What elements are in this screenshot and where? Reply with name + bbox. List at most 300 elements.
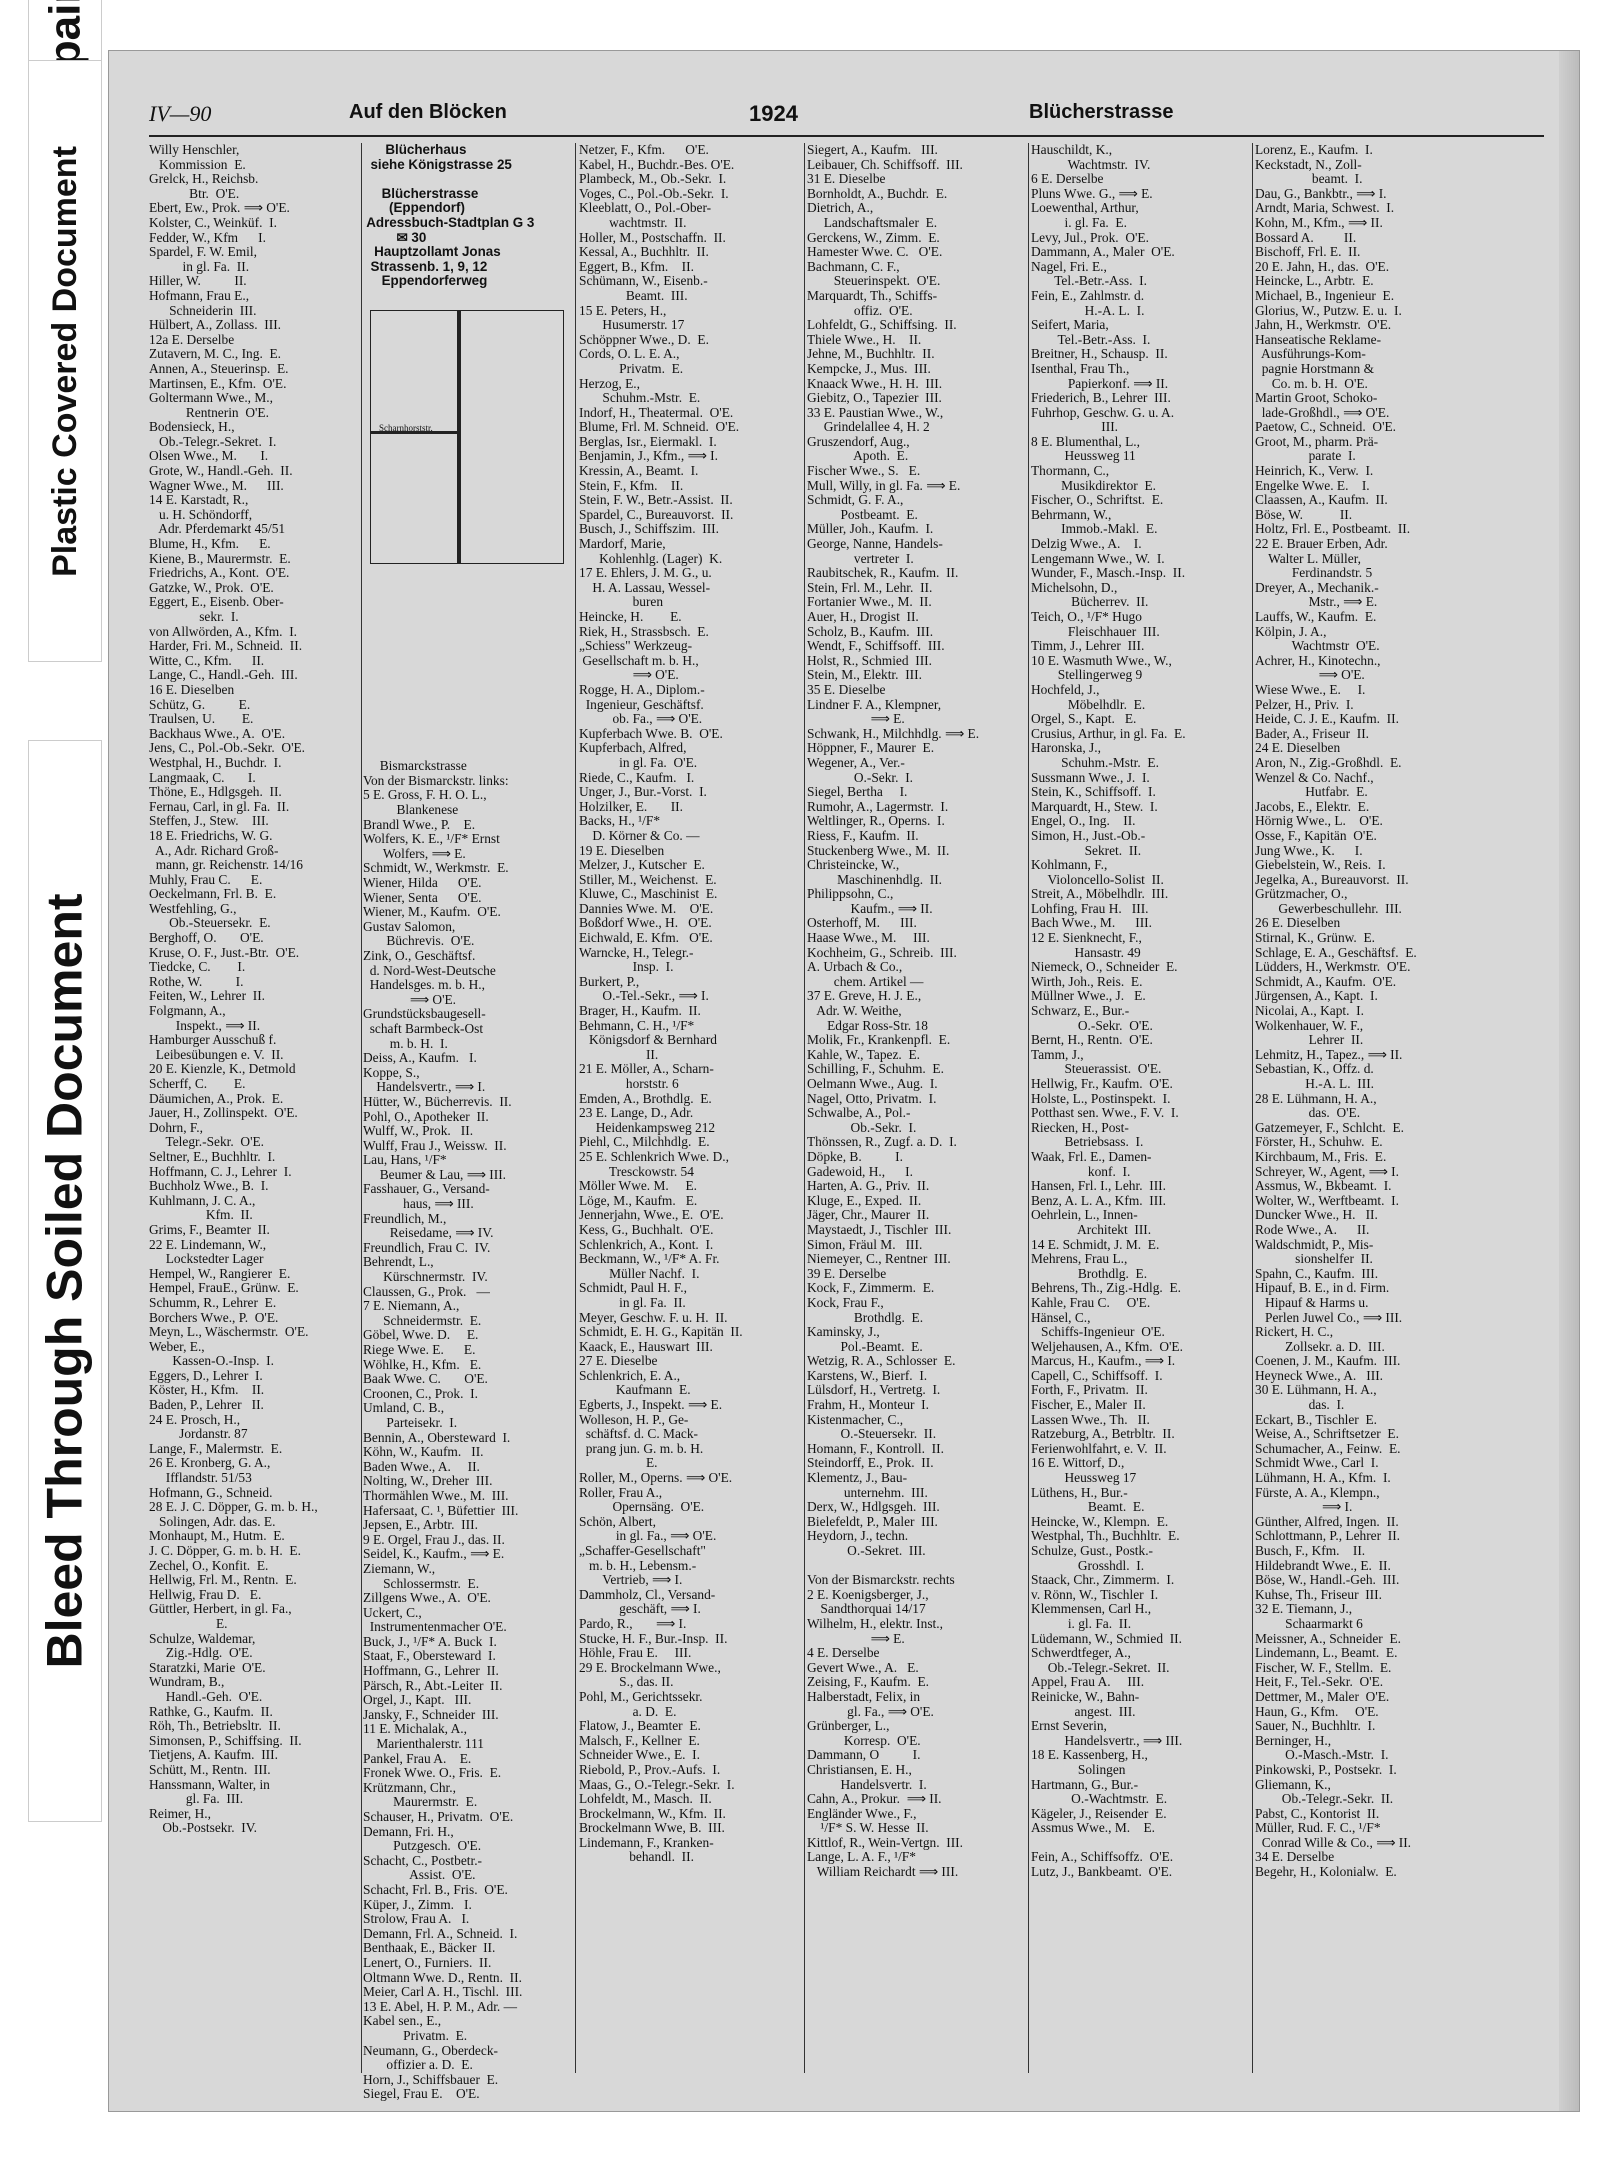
directory-line: D. Körner & Co. — [579,827,700,843]
directory-line: Zig.-Hdlg. O'E. [149,1645,253,1661]
directory-line: Heyneck Wwe., A. III. [1255,1367,1384,1383]
directory-line: Assmus Wwe., M. E. [1031,1820,1155,1836]
directory-line: Brager, H., Kaufm. II. [579,1003,701,1019]
directory-line: Dohrn, F., [149,1119,203,1135]
directory-line: 18 E. Friedrichs, W. G. [149,827,273,843]
directory-line: Schön, Albert, [579,1513,656,1529]
column-divider [1252,143,1253,2073]
directory-line: Wöhlke, H., Kfm. E. [363,1356,482,1372]
directory-line: Marienthalerstr. 111 [363,1736,484,1752]
directory-line: Bennin, A., Obersteward I. [363,1429,511,1445]
directory-line: Beckmann, W., ¹/F* A. Fr. [579,1251,720,1267]
directory-line: William Reichardt ⟹ III. [807,1864,959,1880]
directory-line: Haronska, J., [1031,740,1101,756]
directory-line: Döpke, B. I. [807,1148,903,1164]
directory-line: 22 E. Lindemann, W., [149,1236,267,1252]
directory-line: Fischer, E., Maler II. [1031,1397,1146,1413]
directory-line: Kägeler, J., Reisender E. [1031,1805,1167,1821]
directory-line: Steindorff, E., Prok. II. [807,1455,934,1471]
directory-line: Kock, Frau F., [807,1294,884,1310]
directory-line: Heide, C. J. E., Kaufm. II. [1255,711,1399,727]
directory-line: Streit, A., Möbelhdlr. III. [1031,886,1169,902]
directory-line: Bachmann, C. F., [807,258,900,274]
directory-line: Jennerjahn, Wwe., E. O'E. [579,1207,724,1223]
directory-line: 23 E. Lange, D., Adr. [579,1105,694,1121]
directory-line: Fleischhauer III. [1031,623,1160,639]
directory-line: Lassen Wwe., Th. II. [1031,1411,1150,1427]
directory-line: Achrer, H., Kinotechn., [1255,652,1381,668]
directory-line: 10 E. Wasmuth Wwe., W., [1031,652,1172,668]
directory-line: Mehrens, Frau L., [1031,1251,1128,1267]
directory-line: Conrad Wille & Co., ⟹ II. [1255,1834,1412,1850]
directory-line: Kassen-O.-Insp. I. [149,1353,274,1369]
directory-line: Schauser, H., Privatm. O'E. [363,1809,514,1824]
directory-line: ob. Fa., ⟹ O'E. [579,711,703,727]
directory-line: Kiene, B., Maurermstr. E. [149,550,291,566]
directory-line: Derx, W., Hdlgsgeh. III. [807,1499,940,1515]
directory-line: Zechel, O., Konfit. E. [149,1557,269,1573]
directory-line: d. Nord-West-Deutsche [363,962,496,978]
directory-line: Hauschildt, K., [1031,142,1113,157]
directory-line: Blume, Frl. M. Schneid. O'E. [579,419,740,435]
directory-line: Kessal, A., Buchhltr. II. [579,244,709,260]
header-rule [149,135,1544,137]
directory-line: Herzog, E., [579,375,640,391]
directory-line: Blücherhaus [363,142,467,157]
directory-line: Willy Henschler, [149,142,240,157]
column-1 [149,143,361,2073]
directory-line: 5 E. Gross, F. H. O. L., [363,787,487,803]
directory-line: 18 E. Kassenberg, H., [1031,1747,1148,1763]
directory-line: Ob.-Telegr.-Sekret. II. [1031,1659,1170,1675]
directory-line: Lüdemann, W., Schmied II. [1031,1630,1182,1646]
directory-line: Riek, H., Strassbsch. E. [579,623,709,639]
directory-line: Hellwig, Frau D. E. [149,1586,262,1602]
directory-line: Heussweg 17 [1031,1470,1137,1486]
directory-line: Rogge, H. A., Diplom.- [579,681,705,697]
directory-line: 12 E. Sienknecht, F., [1031,930,1142,946]
directory-line: O.-Tel.-Sekr., ⟹ I. [579,988,709,1004]
directory-line: Pluns Wwe. G., ⟹ E. [1031,185,1153,201]
directory-line: Wilhelm, H., elektr. Inst., [807,1615,943,1631]
directory-line: ⟹ E. [807,711,905,727]
directory-line: Holzilker, E. II. [579,798,683,814]
directory-line: a. D. E. [579,1703,677,1719]
directory-line: Ob.-Sekr. I. [807,1119,917,1135]
directory-line: Maystaedt, J., Tischler III. [807,1221,952,1237]
directory-line: Putzgesch. O'E. [363,1838,482,1854]
directory-line: Schacht, C., Postbetr.- [363,1852,483,1868]
directory-line: Hamburger Ausschuß f. [149,1032,277,1048]
directory-line: 11 E. Michalak, A., [363,1721,468,1737]
directory-line: Weise, A., Schriftsetzer E. [1255,1426,1399,1442]
directory-line: Christeincke, W., [807,857,900,873]
directory-line: Karstens, W., Bierf. I. [807,1367,928,1383]
directory-line: Jahn, H., Werkmstr. O'E. [1255,317,1392,333]
directory-line: unternehm. III. [807,1484,928,1500]
directory-line: Ingenieur, Geschäftsf. [579,696,704,712]
directory-line: Assmus, W., Bkbeamt. I. [1255,1178,1392,1194]
directory-line: Nagel, Otto, Privatm. I. [807,1090,937,1106]
directory-line: S., das. II. [579,1674,674,1690]
directory-line: 26 E. Dieselben [1255,915,1341,931]
directory-line: Günther, Alfred, Ingen. II. [1255,1513,1399,1529]
directory-line: Büchrevis. O'E. [363,933,475,949]
directory-line: Heussweg 11 [1031,448,1136,464]
directory-line: Jehne, M., Buchhltr. II. [807,346,935,362]
directory-line: Bossard A. II. [1255,229,1357,245]
directory-line: Roller, M., Operns. ⟹ O'E. [579,1470,733,1486]
directory-line: Möbelhdlr. E. [1031,696,1146,712]
directory-line: Niemeck, O., Schneider E. [1031,959,1178,975]
directory-line: Jürgensen, A., Kapt. I. [1255,988,1378,1004]
directory-line: Friederich, B., Lehrer III. [1031,390,1171,406]
directory-line: Philippsohn, C., [807,886,894,902]
directory-line: Grünberger, L., [807,1718,890,1734]
directory-line: ⟹ O'E. [363,991,457,1007]
directory-line: Plambeck, M., Ob.-Sekr. I. [579,171,727,187]
directory-line: H.-A. L. III. [1255,1076,1375,1091]
directory-line: Tresckowstr. 54 [579,1163,694,1179]
directory-line: Ferdinandstr. 5 [1255,565,1373,581]
directory-line: Jegelka, A., Bureauvorst. II. [1255,871,1409,887]
directory-line: Kabel, H., Buchdr.-Bes. O'E. [579,156,735,172]
directory-line: Lenert, O., Furniers. II. [363,1954,492,1970]
directory-line: Schneider Wwe., E. I. [579,1747,700,1763]
directory-line: Pinkowski, P., Postsekr. I. [1255,1761,1397,1777]
directory-line: Isenthal, Frau Th., [1031,360,1130,376]
directory-line: Ferienwohlfahrt, e. V. II. [1031,1440,1167,1456]
directory-line: Cords, O. L. E. A., [579,346,680,362]
directory-line: Weber, E., [149,1338,205,1354]
directory-line: Auer, H., Drogist II. [807,609,919,624]
directory-line: Marquardt, H., Stew. I. [1031,798,1158,814]
directory-line: Freundlich, M., [363,1210,447,1226]
directory-line: Dettmer, M., Maler O'E. [1255,1688,1390,1704]
directory-line: Dreyer, A., Mechanik.- [1255,579,1379,595]
directory-line: Staratzki, Marie O'E. [149,1659,266,1675]
directory-line: Osse, F., Kapitän O'E. [1255,827,1377,843]
directory-line: Buck, J., ¹/F* A. Buck I. [363,1633,497,1649]
directory-line: Schuhm.-Mstr. E. [579,390,701,406]
directory-line: Wirth, Joh., Reis. E. [1031,973,1143,989]
directory-line: Orgel, J., Kapt. III. [363,1692,472,1708]
directory-line: Brockelmann, W., Kfm. II. [579,1805,726,1821]
directory-line: Grosshdl. I. [1031,1557,1145,1573]
directory-line: Wachtmstr O'E. [1255,638,1380,654]
directory-line: 14 E. Karstadt, R., [149,492,249,508]
directory-line: J. C. Döpper, G. m. b. H. E. [149,1543,301,1558]
directory-line: 30 E. Lühmann, H. A., [1255,1382,1377,1398]
directory-line: Lange, F., Malermstr. E. [149,1440,283,1456]
directory-line: Neumann, G., Oberdeck- [363,2042,498,2058]
directory-line: Hempel, W., Rangierer E. [149,1265,291,1281]
directory-line: Privatm. E. [579,360,684,376]
directory-line: m. b. H., Lebensm.- [579,1557,697,1573]
directory-line: Behmann, C. H., ¹/F* [579,1017,695,1033]
directory-line: Fernau, Carl, in gl. Fa. II. [149,798,290,814]
directory-line: Behrens, Th., Zig.-Hdlg. E. [1031,1280,1182,1296]
right-running-title: Blücherstrasse [1029,101,1174,123]
directory-line: Bernt, H., Rentn. O'E. [1031,1032,1153,1048]
directory-line: Jauer, H., Zollinspekt. O'E. [149,1105,298,1121]
directory-line: Zeising, F., Kaufm. E. [807,1674,930,1690]
page-edge [1559,51,1579,2111]
directory-line: Uckert, C., [363,1604,422,1620]
directory-line: H. A. Lassau, Wessel- [579,579,711,595]
directory-line: in gl. Fa. II. [579,1294,686,1310]
directory-line: Ebert, Ew., Prok. ⟹ O'E. [149,200,290,216]
directory-line: 31 E. Dieselbe [807,171,886,187]
directory-line: Schiffs-Ingenieur O'E. [1031,1324,1165,1340]
directory-line: Lockstedter Lager [149,1251,264,1267]
directory-line: Seltner, E., Buchhltr. I. [149,1148,276,1164]
directory-line: Langmaak, C. I. [149,769,256,785]
directory-line: Arndt, Maria, Schwest. I. [1255,200,1395,216]
column-5 [1031,143,1249,2073]
directory-line: Ernst Severin, [1031,1718,1107,1734]
directory-line: Klementz, J., Bau- [807,1470,908,1486]
directory-line: Brockelmann Wwe, B. III. [579,1820,725,1836]
directory-line: Wolfers, K. E., ¹/F* Ernst [363,831,500,847]
directory-line: Pol.-Beamt. E. [807,1338,923,1354]
directory-line: Hänsel, C., [1031,1309,1091,1325]
directory-line: Oelmann Wwe., Aug. I. [807,1076,938,1091]
directory-line: horststr. 6 [579,1076,679,1091]
directory-line: Grützmacher, O., [1255,886,1348,902]
directory-line: Solingen, Adr. das. E. [149,1513,276,1529]
directory-line: Netzer, F., Kfm. O'E. [579,142,709,157]
directory-line: Kolster, C., Weinküf. I. [149,214,277,230]
directory-line: Hansastr. 49 [1031,944,1141,960]
directory-line: Adressbuch-Stadtplan G 3 [363,214,535,230]
directory-line: angest. III. [1031,1703,1136,1719]
directory-line: Eggert, B., Kfm. II. [579,258,694,274]
directory-line: Brothdlg. E. [1031,1265,1148,1281]
directory-line: Goltermann Wwe., M., [149,390,273,406]
directory-line: Schmidt, W., Werkmstr. E. [363,860,509,876]
directory-line: Hoffmann, C. J., Lehrer I. [149,1163,292,1179]
directory-line: Wetzig, R. A., Schlosser E. [807,1353,956,1369]
directory-line: Grelck, H., Reichsb. [149,171,259,187]
directory-line: Pabst, C., Kontorist II. [1255,1805,1380,1821]
directory-line: Schöppner Wwe., D. E. [579,331,709,347]
scan-side-labels [0,0,100,2177]
directory-line: pagnie Horstmann & [1255,360,1375,376]
directory-line: Heincke, W., Klempn. E. [1031,1513,1169,1529]
directory-line: Gruszendorf, Aug., [807,433,910,449]
directory-line: Schümann, W., Eisenb.- [579,273,708,289]
directory-line: Coenen, J. M., Kaufm. III. [1255,1353,1401,1369]
directory-line: Handl.-Geh. O'E. [149,1688,263,1704]
directory-line: Stein, M., Elektr. III. [807,667,922,683]
directory-line: Paetow, C., Schneid. O'E. [1255,419,1397,435]
directory-line: III. [1031,419,1119,435]
directory-line: Kaack, E., Hauswart III. [579,1338,713,1354]
directory-line: Breitner, H., Schausp. II. [1031,346,1168,362]
directory-line: Kaufmann E. [579,1382,691,1398]
directory-line: Immob.-Makl. E. [1031,521,1158,537]
directory-line: Fischer, O., Schriftst. E. [1031,492,1164,508]
directory-line: Lehrer II. [1255,1032,1364,1048]
directory-line: Schmidt, A., Kaufm. O'E. [1255,973,1397,989]
directory-line: Ausführungs-Kom- [1255,346,1366,362]
directory-line: Schütt, M., Rentn. III. [149,1761,271,1777]
directory-line: Lohfing, Frau H. III. [1031,900,1149,916]
directory-line: Hütter, W., Bücherrevis. II. [363,1093,512,1109]
directory-line: O.-Sekr. O'E. [1031,1017,1153,1033]
directory-line: Papierkonf. ⟹ II. [1031,375,1169,391]
directory-line: Btr. O'E. [149,185,240,201]
directory-line: Jansky, F., Schneider III. [363,1706,499,1722]
directory-line: Engelke Wwe. E. I. [1255,477,1370,493]
directory-line: Riebold, P., Prov.-Aufs. I. [579,1761,721,1777]
directory-line: Kürschnermstr. IV. [363,1269,488,1285]
directory-line: Blankenese [363,802,459,818]
directory-line: Delzig Wwe., A. I. [1031,536,1142,552]
directory-line: Ob.-Postsekr. IV. [149,1820,257,1836]
directory-line: u. H. Schöndorff, [149,506,253,522]
directory-line: Deiss, A., Kaufm. I. [363,1050,477,1066]
directory-line: ⟹ O'E. [579,667,679,683]
directory-line: Wolleson, H. P., Ge- [579,1411,689,1427]
directory-line: Däumichen, A., Prok. E. [149,1090,284,1106]
directory-line: Dietrich, A., [807,200,874,216]
directory-line: Köster, H., Kfm. II. [149,1382,265,1398]
directory-line: Fürste, A. A., Klempn., [1255,1484,1380,1500]
directory-line: Hartmann, G., Bur.- [1031,1776,1139,1792]
directory-line: Königsdorf & Bernhard [579,1032,717,1048]
directory-line: Zillgens Wwe., A. O'E. [363,1590,491,1606]
directory-line: Kock, F., Zimmerm. E. [807,1280,935,1296]
directory-line: Waak, Frl. E., Damen- [1031,1148,1152,1164]
directory-line: Schütz, G. E. [149,696,251,712]
directory-line: Jäger, Chr., Maurer II. [807,1207,930,1223]
directory-line: Pohl, O., Apotheker II. [363,1108,489,1124]
directory-line: Handelsvertr., ⟹ I. [363,1079,486,1095]
directory-line: Giebitz, O., Tapezier III. [807,390,942,406]
directory-line: das. O'E. [1255,1105,1361,1121]
directory-line: Heincke, L., Arbtr. E. [1255,273,1374,289]
directory-line: Freundlich, Frau C. IV. [363,1239,491,1255]
directory-line: Göbel, Wwe. D. E. [363,1327,479,1343]
directory-line: Telegr.-Sekr. O'E. [149,1134,265,1150]
directory-line: Jacobs, E., Elektr. E. [1255,798,1370,814]
directory-line: offizier a. D. E. [363,2057,473,2073]
column-divider [1028,143,1029,2073]
directory-line: Benjamin, J., Kfm., ⟹ I. [579,448,718,464]
directory-line: Von der Bismarckstr. rechts [807,1572,955,1588]
directory-line: Staack, Chr., Zimmerm. I. [1031,1572,1175,1588]
directory-line: Christiansen, E. H., [807,1761,912,1777]
directory-line: Kahle, W., Tapez. E. [807,1046,920,1062]
directory-line: Lehmitz, H., Tapez., ⟹ II. [1255,1046,1403,1062]
directory-line: Scholz, B., Kaufm. III. [807,623,934,639]
directory-line: Spahn, C., Kaufm. III. [1255,1265,1379,1281]
directory-line [807,1559,1025,1574]
directory-line: Röh, Th., Betriebsltr. II. [149,1718,281,1734]
directory-line: Kistenmacher, C., [807,1411,904,1427]
directory-line: 27 E. Dieselbe [579,1353,658,1369]
directory-line: Meier, Carl A. H., Tischl. III. [363,1984,523,2000]
directory-line: Kohn, M., Kfm., ⟹ II. [1255,214,1383,230]
directory-line: Rode Wwe., A. II. [1255,1221,1370,1237]
column-2 [363,142,571,2102]
directory-line: Indorf, H., Theatermal. O'E. [579,404,734,420]
directory-line: Instrumentenmacher O'E. [363,1619,507,1635]
directory-line: Duncker Wwe., H. II. [1255,1207,1378,1223]
directory-line: Hanseatische Reklame- [1255,331,1382,347]
directory-line: Steuerassist. O'E. [1031,1061,1162,1077]
directory-line: Eckart, B., Tischler E. [1255,1411,1377,1427]
directory-line: Solingen [1031,1761,1126,1777]
directory-line: Meyer, Geschw. F. u. H. II. [579,1309,728,1325]
directory-line: Emden, A., Brothdlg. E. [579,1090,712,1106]
directory-line: Fedder, W., Kfm I. [149,229,266,245]
directory-line: Marquardt, Th., Schiffs- [807,287,938,303]
directory-line: Lülsdorf, H., Vertretg. I. [807,1382,941,1398]
directory-line: Kochheim, G., Schreib. III. [807,944,957,960]
directory-line: Krützmann, Chr., [363,1779,456,1795]
directory-line: Fortanier Wwe., M. II. [807,594,932,610]
directory-line: Riess, F., Kaufm. II. [807,827,919,843]
directory-line: Kuhse, Th., Friseur III. [1255,1586,1382,1602]
directory-line: Unger, J., Bur.-Vorst. I. [579,784,707,800]
directory-line: Lohfeldt, G., Schiffsing. II. [807,317,957,333]
directory-line: Voges, C., Pol.-Ob.-Sekr. I. [579,185,729,201]
directory-line: Wachtmstr. IV. [1031,156,1151,172]
directory-line: II. [579,1046,659,1062]
directory-line: Ifflandstr. 51/53 [149,1470,252,1486]
directory-line: Egberts, J., Inspekt. ⟹ E. [579,1397,723,1413]
directory-line: Timm, J., Lehrer III. [1031,638,1145,654]
directory-line: Nicolai, A., Kapt. I. [1255,1003,1364,1019]
directory-line: Handelsges. m. b. H., [363,977,485,993]
directory-line: Riege Wwe. E. E. [363,1342,476,1357]
directory-line: Halberstadt, Felix, in [807,1688,921,1704]
directory-line: Fronek Wwe. O., Fris. E. [363,1765,502,1781]
directory-line: 24 E. Prosch, H., [149,1411,241,1427]
directory-line: Opernsäng. O'E. [579,1499,705,1515]
directory-line: Korresp. O'E. [807,1732,921,1748]
directory-line: A. Urbach & Co., [807,959,903,975]
directory-line: Kupferbach, Alfred, [579,740,687,756]
directory-line: Berglas, Isr., Eiermakl. I. [579,433,717,449]
directory-line: Eichwald, E. Kfm. O'E. [579,930,713,946]
directory-line: 26 E. Kronberg, G. A., [149,1455,271,1471]
directory-line: Cahn, A., Prokur. ⟹ II. [807,1791,942,1807]
directory-line: Architekt III. [1031,1221,1152,1237]
directory-line: Warncke, H., Telegr.- [579,944,694,960]
directory-line: Tel.-Betr.-Ass. I. [1031,273,1147,289]
directory-line: O.-Sekret. III. [807,1543,926,1558]
directory-line: Lengemann Wwe., W. I. [1031,550,1165,566]
directory-line [1031,1836,1249,1851]
directory-line: Inspekt., ⟹ II. [149,1017,261,1033]
directory-line: Schuhm.-Mstr. E. [1031,754,1159,770]
directory-line: Maschinenhdlg. II. [807,871,942,887]
directory-line: Oeckelmann, Frl. B. E. [149,886,277,902]
directory-line: Wolter, W., Werftbeamt. I. [1255,1192,1399,1208]
directory-line: 13 E. Abel, H. P. M., Adr. — [363,1998,518,2014]
directory-line: Ratzeburg, A., Betrbltr. II. [1031,1426,1175,1442]
directory-line: Monhaupt, M., Hutm. E. [149,1528,285,1544]
directory-line: Heydorn, J., techn. [807,1528,909,1544]
directory-line: Kfm. II. [149,1207,253,1223]
directory-line: Adr. W. Weithe, [807,1003,902,1019]
directory-line: Leibesübungen e. V. II. [149,1046,284,1062]
directory-line: Wundram, B., [149,1674,225,1690]
